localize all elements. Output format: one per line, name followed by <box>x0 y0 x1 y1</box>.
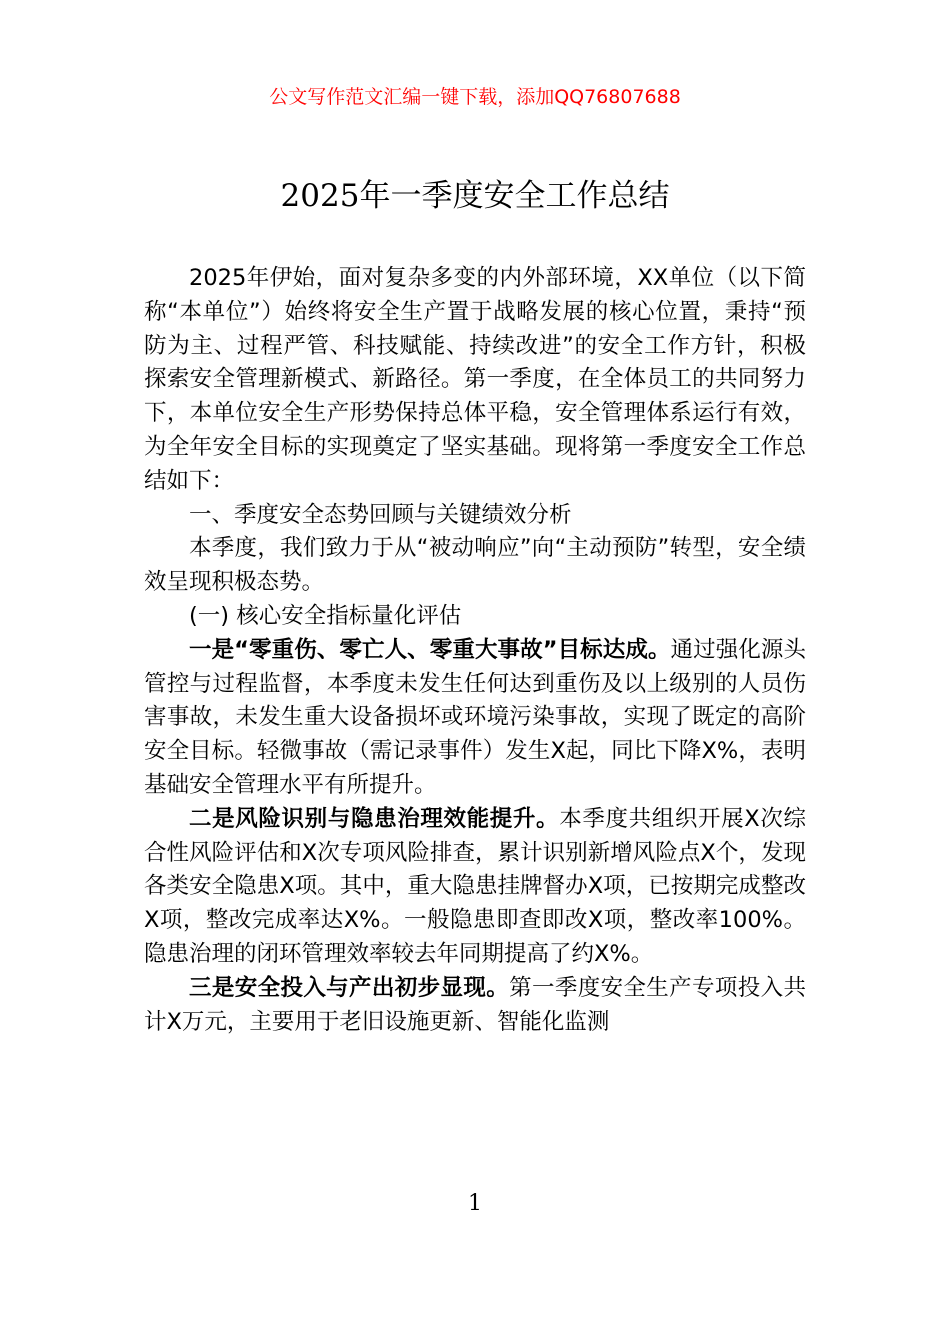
item-text-2: 本季度共组织开展X次综合性风险评估和X次专项风险排查，累计识别新增风险点X个，发现各类安全隐患X项。其中，重大隐患挂牌督办X项，已按期完成整改X项，整改完成率达X%。一般隐患即查即改X项，整改率100%。隐患治理的闭环管理效率较去年同期提高了约X%。 <box>144 805 806 967</box>
item-lead-1: 一是“零重伤、零亡人、零重大事故”目标达成。 <box>189 636 671 663</box>
item-text-1: 通过强化源头管控与过程监督，本季度未发生任何达到重伤及以上级别的人员伤害事故，未发生重大设备损坏或环境污染事故，实现了既定的高阶安全目标。轻微事故（需记录事件）发生X起，同比下降X%，表明基础安全管理水平有所提升。 <box>144 636 806 798</box>
page-number: 1 <box>468 1191 482 1216</box>
item-lead-2: 二是风险识别与隐患治理效能提升。 <box>189 805 560 832</box>
intro-paragraph: 2025年伊始，面对复杂多变的内外部环境，XX单位（以下简称“本单位”）始终将安全生产置于战略发展的核心位置，秉持“预防为主、过程严管、科技赋能、持续改进”的安全工作方针，积极探索安全管理新模式、新路径。第一季度，在全体员工的共同努力下，本单位安全生产形势保持总体平稳，安全管理体系运行有效，为全年安全目标的实现奠定了坚实基础。现将第一季度安全工作总结如下： <box>144 265 806 494</box>
subsection-heading: (一) 核心安全指标量化评估 <box>189 602 462 629</box>
document-title: 2025年一季度安全工作总结 <box>280 178 670 214</box>
item-lead-3: 三是安全投入与产出初步显现。 <box>189 974 510 1001</box>
item-paragraph-3 <box>144 972 806 1040</box>
item-text-3: 第一季度安全生产专项投入共计X万元，主要用于老旧设施更新、智能化监测 <box>144 974 806 1035</box>
item-paragraph-2 <box>144 803 806 972</box>
item-paragraph-1 <box>144 634 806 803</box>
section-intro-paragraph: 本季度，我们致力于从“被动响应”向“主动预防”转型，安全绩效呈现积极态势。 <box>144 535 806 596</box>
header-note: 公文写作范文汇编一键下载，添加QQ76807688 <box>269 86 681 108</box>
section-heading: 一、季度安全态势回顾与关键绩效分析 <box>189 501 572 528</box>
document-body <box>144 262 806 1039</box>
